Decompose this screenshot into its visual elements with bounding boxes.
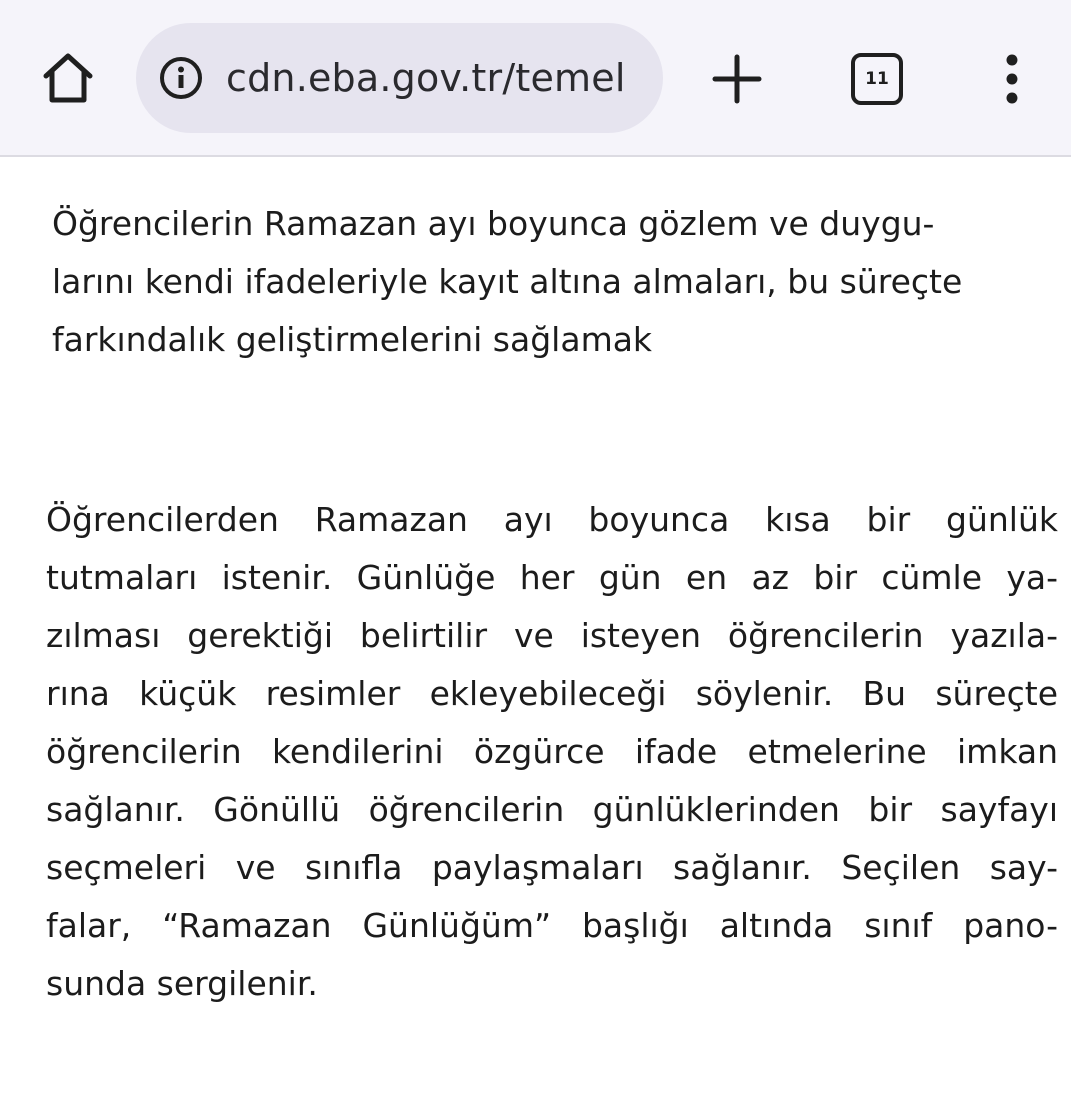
paragraph-line: sunda sergilenir. [46,964,318,1003]
paragraph-line: sağlanır. Gönüllü öğrencilerin günlüklerinden bir sayfayı [46,790,1058,829]
home-icon [40,50,96,106]
paragraph-line: Öğrencilerin Ramazan ayı boyunca gözlem ve duygu- [52,204,935,243]
address-bar[interactable] [136,23,663,133]
paragraph-line: Öğrencilerden Ramazan ayı boyunca kısa bir günlük [46,500,1058,539]
paragraph-line: tutmaları istenir. Günlüğe her gün en az bir cümle ya- [46,558,1058,597]
tab-switcher-button[interactable] [851,53,903,105]
paragraph-line: farkındalık geliştirmelerini sağlamak [52,320,653,359]
browser-toolbar [0,0,1071,157]
paragraph-line: rına küçük resimler ekleyebileceği söylenir. Bu süreçte [46,674,1058,713]
paragraph-line: öğrencilerin kendilerini özgürce ifade etmelerine imkan [46,732,1058,771]
url-text[interactable]: cdn.eba.gov.tr/temel [226,56,626,100]
new-tab-button[interactable] [706,48,768,110]
info-icon[interactable] [158,55,204,101]
kebab-menu-icon [1007,55,1018,104]
paragraph-line: larını kendi ifadeleriyle kayıt altına almaları, bu süreçte [52,262,963,301]
paragraph-line: zılması gerektiği belirtilir ve isteyen öğrencilerin yazıla- [46,616,1058,655]
paragraph-line: falar, “Ramazan Günlüğüm” başlığı altında sınıf pano- [46,906,1058,945]
plus-icon [715,57,759,101]
page-content [0,157,1071,1094]
tab-count: 11 [865,69,889,89]
overflow-menu-button[interactable] [990,50,1034,110]
home-button[interactable] [38,48,98,108]
objective-paragraph [52,195,1052,369]
paragraph-line: seçmeleri ve sınıfla paylaşmaları sağlanır. Seçilen say- [46,848,1058,887]
activity-paragraph [46,491,1058,1013]
